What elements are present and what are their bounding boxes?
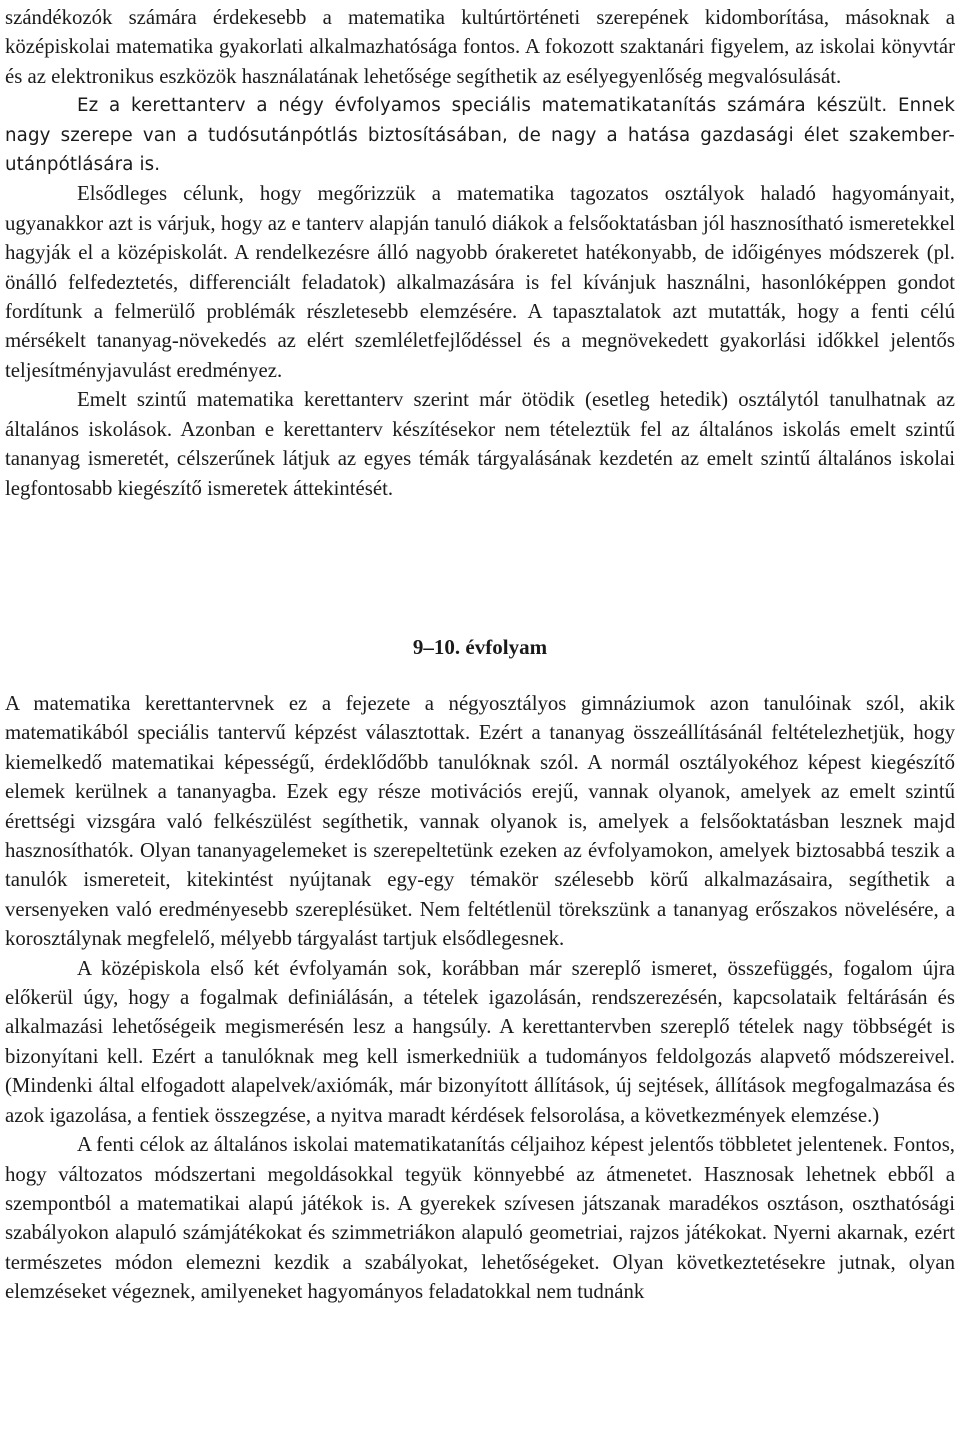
section-heading: 9–10. évfolyam (412, 635, 548, 659)
paragraph-kerettanterv: Ez a kerettanterv a négy évfolyamos speciális matematikatanítás számára készült. Ennek nagy szerepe van a tudósutánpótlás biztosításában, de nagy a hatása gazdasági élet szakember-utánpótlására is. (5, 95, 955, 176)
grade-section (5, 689, 955, 1307)
paragraph-elsodleges-celunk: Elsődleges célunk, hogy megőrizzük a matematika tagozatos osztályok haladó hagyományait, ugyanakkor azt is várjuk, hogy az e tanterv alapján tanuló diákok a felsőoktatásban jól hasznosítható ismeretekkel hagyják el a középiskolát. A rendelkezésre álló nagyobb órakeretet hatékonyabb, de időigényes módszerek (pl. önálló felfedeztetés, differenciált feladatok) alkalmazására is fel kívánjuk használni, hasonlóképpen gondot fordítunk a felmerülő problémák részletesebb elemzésére. A tapasztalatok azt mutatták, hogy a fenti célú mérsékelt tananyag-növekedés az elért szemléletfejlődéssel és a megnövekedett gyakorlási időkkel jelentős teljesítményjavulást eredményez. (5, 182, 955, 382)
paragraph-fejezet: A matematika kerettantervnek ez a fejezete a négyosztályos gimnáziumok azon tanulóinak szól, akik matematikából speciális tantervű képzést választottak. Ezért a tananyag összeállításánál feltételezhetjük, hogy kiemelkedő matematikai képességű, érdeklődőbb tanulóknak szól. A normál osztályokéhoz képest kiegészítő elemek kerülnek a tananyagba. Ezek egy része motivációs erejű, vannak olyanok, amelyek az emelt szintű érettségi vizsgára való felkészülést segíthetik, vannak olyanok is, amelyek a felsőoktatásban lesznek majd hasznosíthatók. Olyan tananyagelemeket is szerepeltetünk ezeken az évfolyamokon, amelyek biztosabbá teszik a tanulók ismereteit, kitekintést nyújtanak egy-egy témakör szélesebb körű alkalmazásaira, segíthetik a versenyeken való eredményesebb szereplésüket. Nem feltétlenül törekszünk a tananyag erőszakos növelésére, a korosztálynak megfelelő, mélyebb tárgyalást tartjuk elsődlegesnek. (5, 692, 955, 951)
paragraph-kozepiskola: A középiskola első két évfolyamán sok, korábban már szereplő ismeret, összefüggés, fogalom újra előkerül úgy, hogy a fogalmak definiálásán, a tételek igazolásán, rendszerezésén, kapcsolataik feltárásán és alkalmazási lehetőségeik megismerésén lesz a hangsúly. A kerettantervben szereplő tételek nagy többségét is bizonyítani kell. Ezért a tanulóknak meg kell ismerkedniük a tudományos feldolgozás alapvető módszereivel. (Mindenki által elfogadott alapelvek/axiómák, már bizonyított állítások, új sejtések, állítások megfogalmazása és azok igazolása, a fentiek összegzése, a nyitva maradt kérdések felsorolása, a következmények elemzése.) (5, 956, 955, 1127)
intro-section (5, 3, 955, 503)
paragraph-fenti-celok: A fenti célok az általános iskolai matematikatanítás céljaihoz képest jelentős többletet jelentenek. Fontos, hogy változatos módszertani megoldásokkal tegyük könnyebbé az átmenetet. Hasznosak lehetnek ebből a szempontból a matematikai alapú játékok is. A gyerekek szívesen játszanak maradékos osztáson, oszthatósági szabályokon alapuló számjátékokat és szimmetriákon alapuló geometriai, rajzos játékokat. Nyerni akarnak, ezért természetes módon elemezni kezdik a szabályokat, lehetőségeket. Olyan következtetésekre jutnak, olyan elemzéseket végeznek, amilyeneket hagyományos feladatokkal nem tudnánk (5, 1133, 955, 1304)
paragraph-continued: szándékozók számára érdekesebb a matematika kultúrtörténeti szerepének kidomborítása, másoknak a középiskolai matematika gyakorlati alkalmazhatósága fontos. A fokozott szaktanári figyelem, az iskolai könyvtár és az elektronikus eszközök használatának lehetősége segíthetik az esélyegyenlőség megvalósulását. (5, 6, 955, 88)
paragraph-emelt-szintu: Emelt szintű matematika kerettanterv szerint már ötödik (esetleg hetedik) osztálytól tanulhatnak az általános iskolások. Azonban e kerettanterv készítésekor nem tételeztük fel az általános iskolás emelt szintű tananyag ismeretét, célszerűnek látjuk az egyes témák tárgyalásának kezdetén az emelt szintű általános iskolai legfontosabb kiegészítő ismeretek áttekintését. (5, 388, 955, 500)
